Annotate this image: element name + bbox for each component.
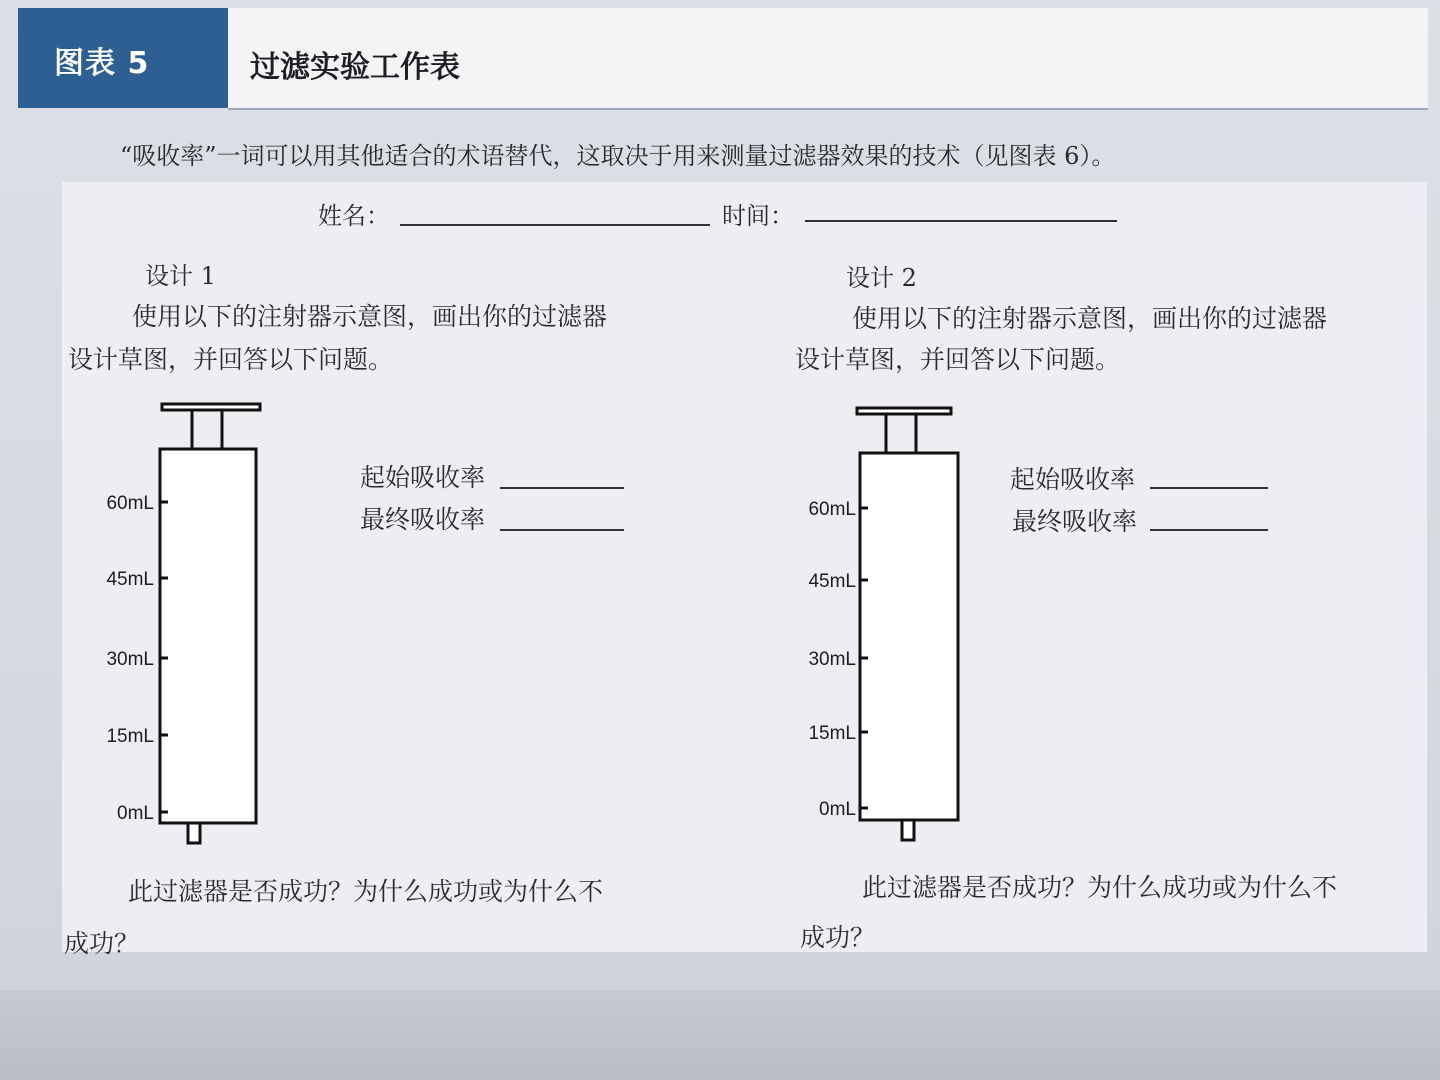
design-2-instruction-line1: 使用以下的注射器示意图，画出你的过滤器 [852,304,1328,333]
design-1-final-rate-line[interactable] [500,529,624,531]
design-2-title: 设计 2 [846,264,917,292]
design-1-final-rate-label: 最终吸收率 [360,505,486,534]
design-1-initial-rate-line[interactable] [500,487,624,489]
design-1-instruction-line2: 设计草图，并回答以下问题。 [68,345,394,374]
design-1-syringe-diagram[interactable] [80,398,280,850]
design-2-final-rate-label: 最终吸收率 [1012,507,1138,536]
design-1-question-line2: 成功？ [64,929,140,958]
design-2-instruction-line2: 设计草图，并回答以下问题。 [795,345,1121,374]
design-2-question-line2: 成功？ [800,923,876,952]
page-bottom-edge [0,990,1440,1080]
scale-label-60: 60mL [106,493,154,514]
design-2-initial-rate-line[interactable] [1150,487,1268,489]
scale-label-0: 0mL [819,799,856,820]
scale-label-15: 15mL [808,723,856,744]
plunger-cap [162,404,260,410]
design-1-question-line1: 此过滤器是否成功？为什么成功或为什么不 [128,877,604,906]
scale-label-45: 45mL [808,571,856,592]
design-2-final-rate-line[interactable] [1150,529,1268,531]
syringe-barrel [160,449,256,823]
syringe-barrel [860,453,958,820]
design-1-initial-rate-label: 起始吸收率 [360,463,486,492]
plunger-cap [857,408,951,414]
time-field-line[interactable] [805,220,1117,222]
scale-label-30: 30mL [106,649,154,670]
figure-tag-label: 图表 5 [54,46,150,81]
syringe-tip [902,820,914,840]
design-2-syringe-diagram[interactable] [780,402,980,848]
time-label: 时间： [722,202,794,230]
scale-label-60: 60mL [808,499,856,520]
figure-header [18,8,1428,108]
design-1-title: 设计 1 [145,262,216,290]
scale-label-15: 15mL [106,726,154,747]
design-2-question-line1: 此过滤器是否成功？为什么成功或为什么不 [862,873,1338,902]
design-2-initial-rate-label: 起始吸收率 [1010,465,1136,494]
scale-label-0: 0mL [117,803,154,824]
figure-title: 过滤实验工作表 [250,50,460,85]
name-label: 姓名： [318,202,390,230]
syringe-tip [188,823,200,843]
figure-tag [18,8,228,108]
scale-label-30: 30mL [808,649,856,670]
scale-label-45: 45mL [106,569,154,590]
figure-title-box [228,8,1428,110]
intro-text: “吸收率”一词可以用其他适合的术语替代，这取决于用来测量过滤器效果的技术（见图表 6）。 [120,142,1116,170]
design-1-instruction-line1: 使用以下的注射器示意图，画出你的过滤器 [132,302,608,331]
name-field-line[interactable] [400,224,710,226]
